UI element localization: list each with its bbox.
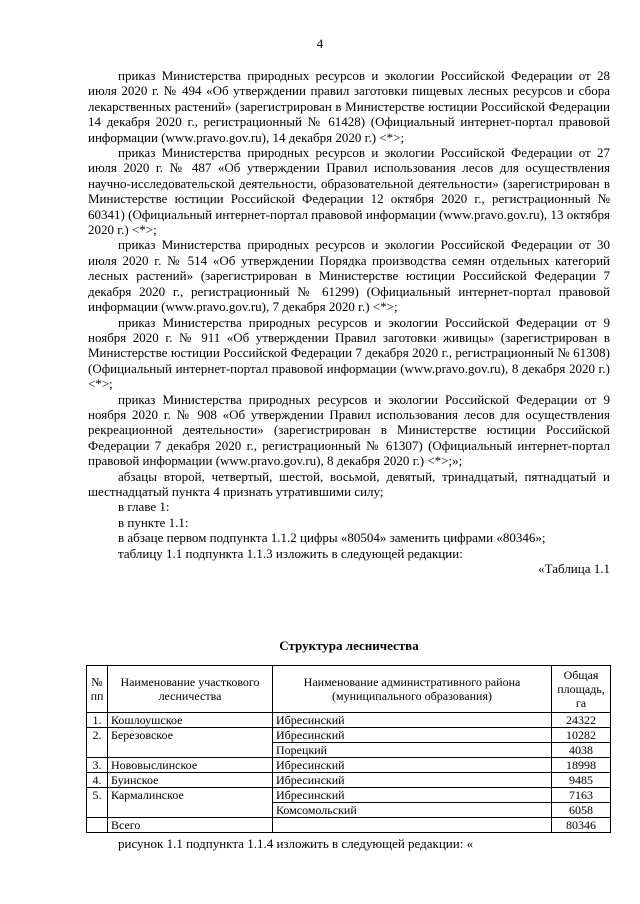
row-district: Ибресинский [273,788,552,803]
row-district: Порецкий [273,743,552,758]
line-figure-intro: рисунок 1.1 подпункта 1.1.4 изложить в следующей редакции: « [118,836,474,851]
row-area: 7163 [552,788,611,803]
paragraph-order-494: приказ Министерства природных ресурсов и экологии Российской Федерации от 28 июля 2020 г. № 494 «Об утверждении правил заготовки пищевых лесных ресурсов и сбора лекарственных растений» (зарегистрирован в Министерстве юстиции Российской Федерации 14 декабря 2020 г., регистрационный № 61428) (Официальный интернет-портал правовой информации (www.pravo.gov.ru), 14 декабря 2020 г.) <*>; [88,68,610,145]
row-forestry: Кошлоушское [108,713,273,728]
row-area: 18998 [552,758,611,773]
paragraph-order-908: приказ Министерства природных ресурсов и экологии Российской Федерации от 9 ноября 2020 г. № 908 «Об утверждении Правил использования лесов для осуществления рекреационной деятельности» (зарегистрирован в Министерстве юстиции Российской Федерации 7 декабря 2020 г., регистрационный № 61307) (Официальный интернет-портал правовой информации (www.pravo.gov.ru), 8 декабря 2020 г.) <*>;»; [88,391,610,469]
total-label: Всего [108,818,273,833]
line-clause: в пункте 1.1: [118,514,189,530]
line-chapter: в главе 1: [118,499,170,515]
document-body [88,68,610,576]
table-label: «Таблица 1.1 [538,561,610,576]
row-area: 4038 [552,743,611,758]
header-district: Наименование административного района (муниципального образования) [273,666,552,713]
total-num [87,818,108,833]
row-district: Ибресинский [273,713,552,728]
paragraph-order-514: приказ Министерства природных ресурсов и экологии Российской Федерации от 30 июля 2020 г. № 514 «Об утверждении Порядка производства семян отдельных категорий лесных растений» (зарегистрирован в Министерстве юстиции Российской Федерации 7 декабря 2020 г., регистрационный № 61299) (Официальный интернет-портал правовой информации (www.pravo.gov.ru), 7 декабря 2020 г.) <*>; [88,237,610,315]
table-total-row [87,818,611,833]
header-num: № пп [87,666,108,713]
line-table-intro: таблицу 1.1 подпункта 1.1.3 изложить в следующей редакции: [118,545,463,561]
row-num: 2. [87,728,108,758]
row-num: 4. [87,773,108,788]
paragraph-order-487: приказ Министерства природных ресурсов и экологии Российской Федерации от 27 июля 2020 г. № 487 «Об утверждении Правил использования лесов для осуществления научно-исследовательской деятельности, образовательной деятельности» (зарегистрирован в Министерстве юстиции Российской Федерации 12 октября 2020 г., регистрационный № 60341) (Официальный интернет-портал правовой информации (www.pravo.gov.ru), 13 октября 2020 г.) <*>; [88,145,610,238]
row-district: Комсомольский [273,803,552,818]
header-area: Общая площадь, га [552,666,611,713]
row-forestry: Нововыслинское [108,758,273,773]
header-forestry: Наименование участкового лесничества [108,666,273,713]
row-area: 10282 [552,728,611,743]
forestry-structure-table [86,665,611,833]
table-header-row [87,666,611,713]
table-row [87,713,611,728]
row-district: Ибресинский [273,758,552,773]
row-num: 5. [87,788,108,818]
table-title: Структура лесничества [279,638,419,653]
row-forestry: Березовское [108,728,273,758]
row-district: Ибресинский [273,773,552,788]
table-row [87,728,611,743]
table-row [87,773,611,788]
table-row [87,758,611,773]
page-number: 4 [316,36,324,51]
row-district: Ибресинский [273,728,552,743]
table-row [87,788,611,803]
row-area: 9485 [552,773,611,788]
paragraph-order-911: приказ Министерства природных ресурсов и экологии Российской Федерации от 9 ноября 2020 г. № 911 «Об утверждении Правил заготовки живицы» (зарегистрирован в Министерстве юстиции Российской Федерации 7 декабря 2020 г., регистрационный № 61308) (Официальный интернет-портал правовой информации (www.pravo.gov.ru), 8 декабря 2020 г.) <*>; [88,314,610,392]
row-forestry: Кармалинское [108,788,273,818]
total-value: 80346 [552,818,611,833]
row-num: 3. [87,758,108,773]
row-area: 24322 [552,713,611,728]
row-forestry: Буинское [108,773,273,788]
line-replace-digits: в абзаце первом подпункта 1.1.2 цифры «80504» заменить цифрами «80346»; [118,530,546,546]
total-district [273,818,552,833]
paragraph-repeal: абзацы второй, четвертый, шестой, восьмой, девятый, тринадцатый, пятнадцатый и шестнадцатый пункта 4 признать утратившими силу; [88,468,610,499]
row-area: 6058 [552,803,611,818]
closing-text [88,836,610,851]
row-num: 1. [87,713,108,728]
